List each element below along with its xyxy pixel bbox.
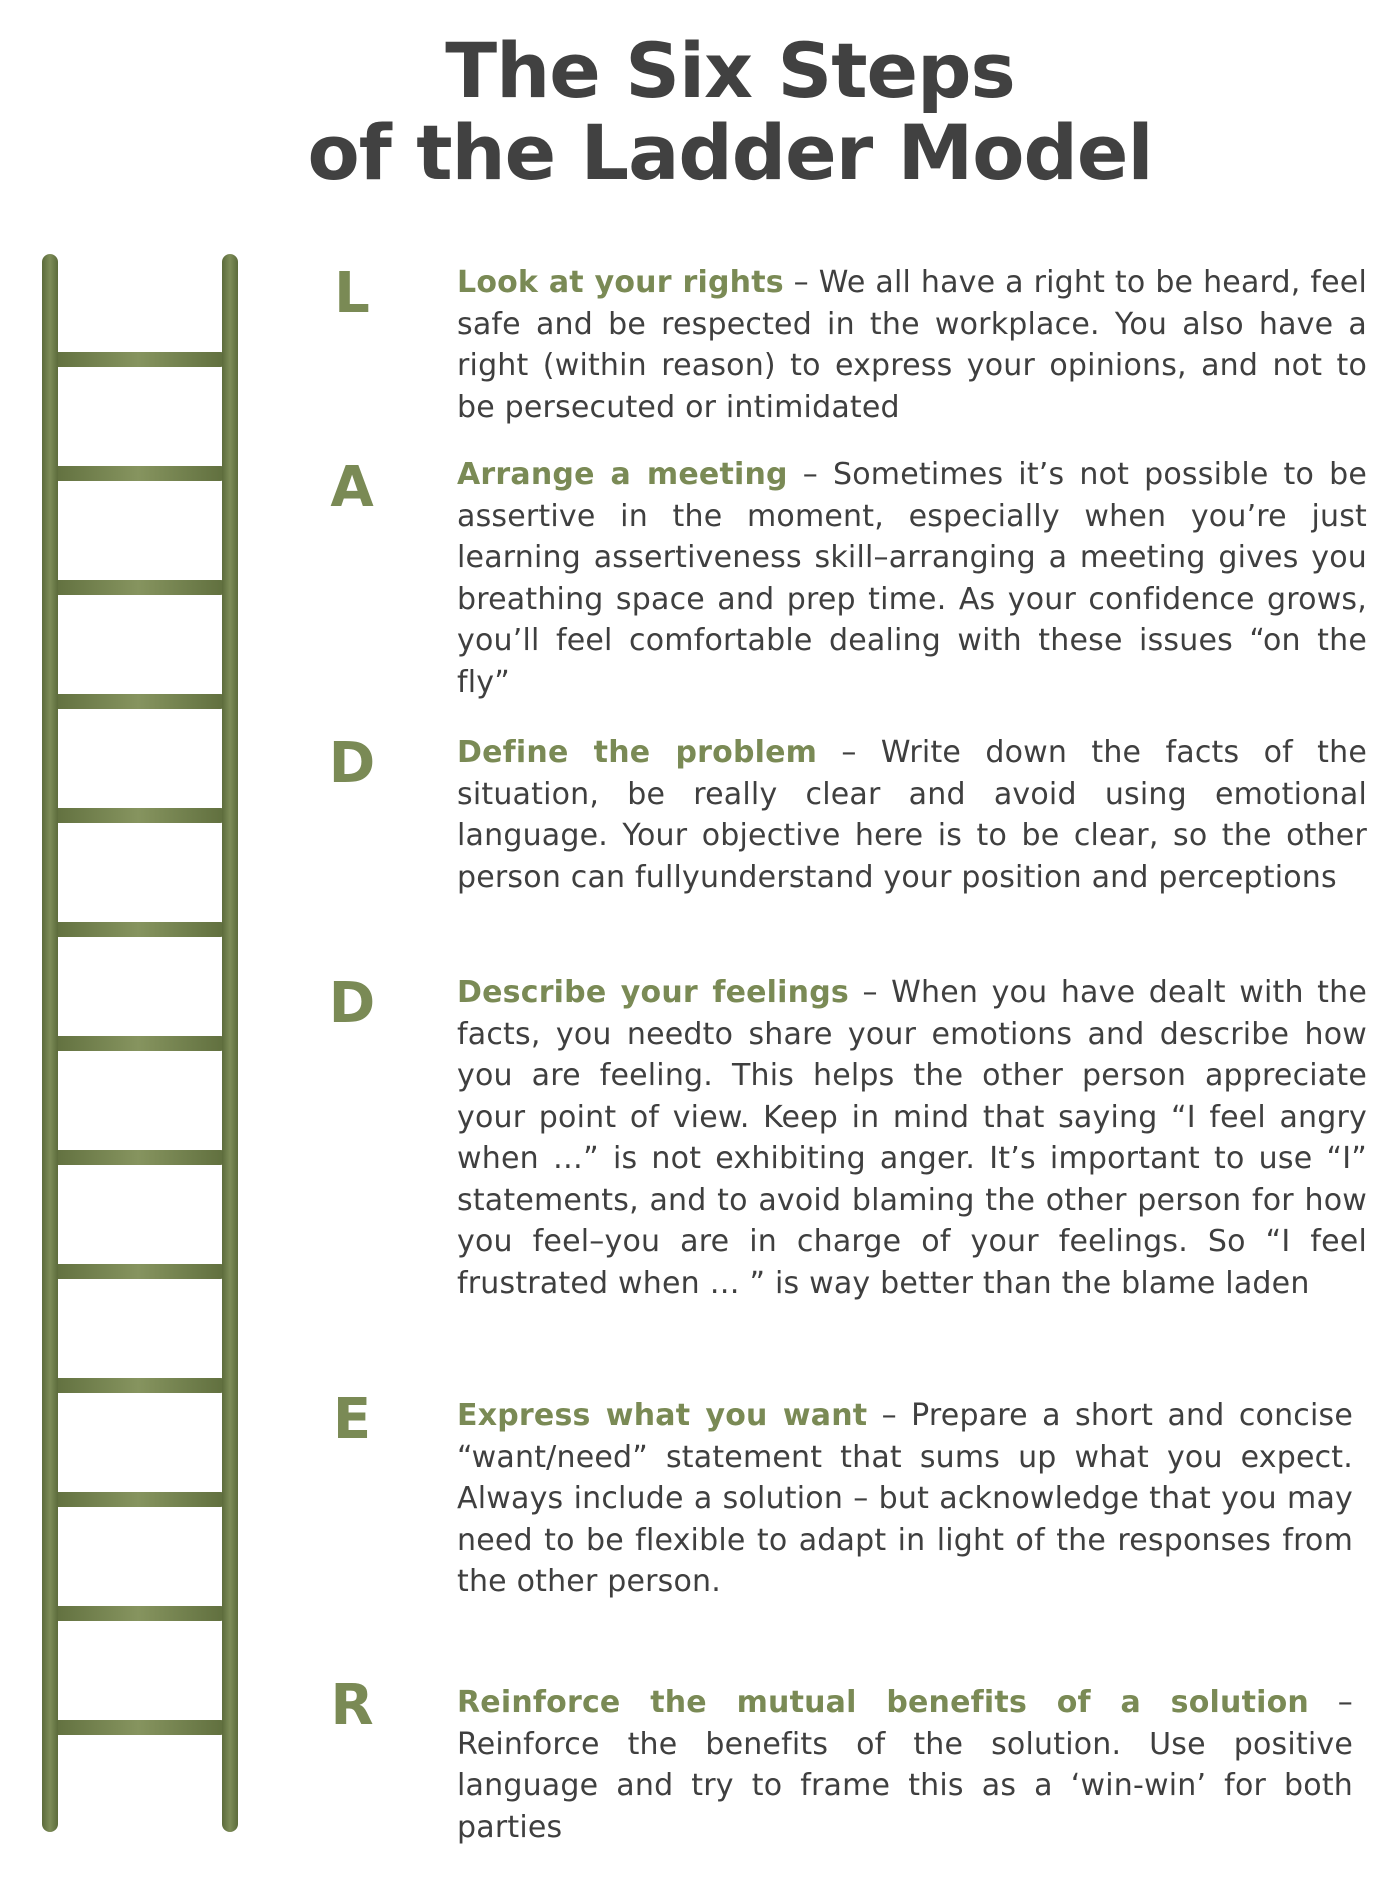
page-title	[0, 26, 1400, 197]
ladder-rung	[48, 1036, 228, 1051]
ladder-rung	[48, 1378, 228, 1393]
ladder-rung	[48, 580, 228, 595]
step-body: – Write down the facts of the situation, be really clear and avoid using emotional language. Your objective here is to be clear, so the other person can fullyunderstand your position and perceptions	[457, 735, 1367, 895]
step-text	[457, 732, 1367, 898]
step-heading: Look at your rights	[457, 265, 784, 300]
step-heading: Arrange a meeting	[457, 457, 788, 492]
ladder-rung	[48, 466, 228, 481]
step-letter: R	[330, 1673, 374, 1738]
step-letter: E	[332, 1387, 372, 1452]
step-heading: Express what you want	[457, 1398, 868, 1433]
step-text	[457, 454, 1367, 703]
ladder-rung	[48, 1720, 228, 1735]
title-line-1: The Six Steps	[445, 26, 1015, 115]
step-letter: A	[330, 455, 374, 520]
ladder-rungs	[48, 352, 228, 1735]
step-heading: Reinforce the mutual benefits of a solution	[457, 1685, 1309, 1720]
ladder-rail-right	[222, 254, 238, 1832]
ladder-rail-left	[42, 254, 58, 1832]
step-letter: L	[334, 261, 370, 326]
ladder-rung	[48, 352, 228, 367]
step-body: – We all have a right to be heard, feel safe and be respected in the workplace. You also have a right (within reason) to express your opinions, and not to be persecuted or intimidated	[457, 265, 1367, 425]
step-body: – Reinforce the benefits of the solution. Use positive language and try to frame this as a ‘win-win’ for both parties	[457, 1685, 1354, 1845]
ladder-rung	[48, 808, 228, 823]
step-heading: Describe your feelings	[457, 975, 849, 1010]
step-text	[457, 1682, 1353, 1848]
step-body: – Prepare a short and concise “want/need” statement that sums up what you expect. Always include a solution – but acknowledge that you may need to be flexible to adapt in light of the responses from the other person.	[457, 1398, 1354, 1599]
step-letter: D	[328, 971, 376, 1036]
step-body: – Sometimes it’s not possible to be assertive in the moment, especially when you’re just learning assertiveness skill–arranging a meeting gives you breathing space and prep time. As your confidence grows, you’ll feel comfortable dealing with these issues “on the fly”	[457, 457, 1367, 700]
title-line-2: of the Ladder Model	[307, 108, 1153, 197]
step-body: – When you have dealt with the facts, you needto share your emotions and describe how you are feeling. This helps the other person appreciate your point of view. Keep in mind that saying “I feel angry when …” is not exhibiting anger. It’s important to use “I” statements, and to avoid blaming the other person for how you feel–you are in charge of your feelings. So “I feel frustrated when … ” is way better than the blame laden	[457, 975, 1367, 1301]
ladder-rung	[48, 1150, 228, 1165]
ladder-rung	[48, 922, 228, 937]
step-heading: Define the problem	[457, 735, 818, 770]
ladder-rung	[48, 694, 228, 709]
step-letter: D	[328, 731, 376, 796]
ladder-rung	[48, 1492, 228, 1507]
ladder-rung	[48, 1264, 228, 1279]
ladder-illustration	[40, 252, 240, 1836]
step-text	[457, 1395, 1353, 1603]
step-text	[457, 972, 1367, 1304]
step-text	[457, 262, 1367, 428]
ladder-rung	[48, 1606, 228, 1621]
